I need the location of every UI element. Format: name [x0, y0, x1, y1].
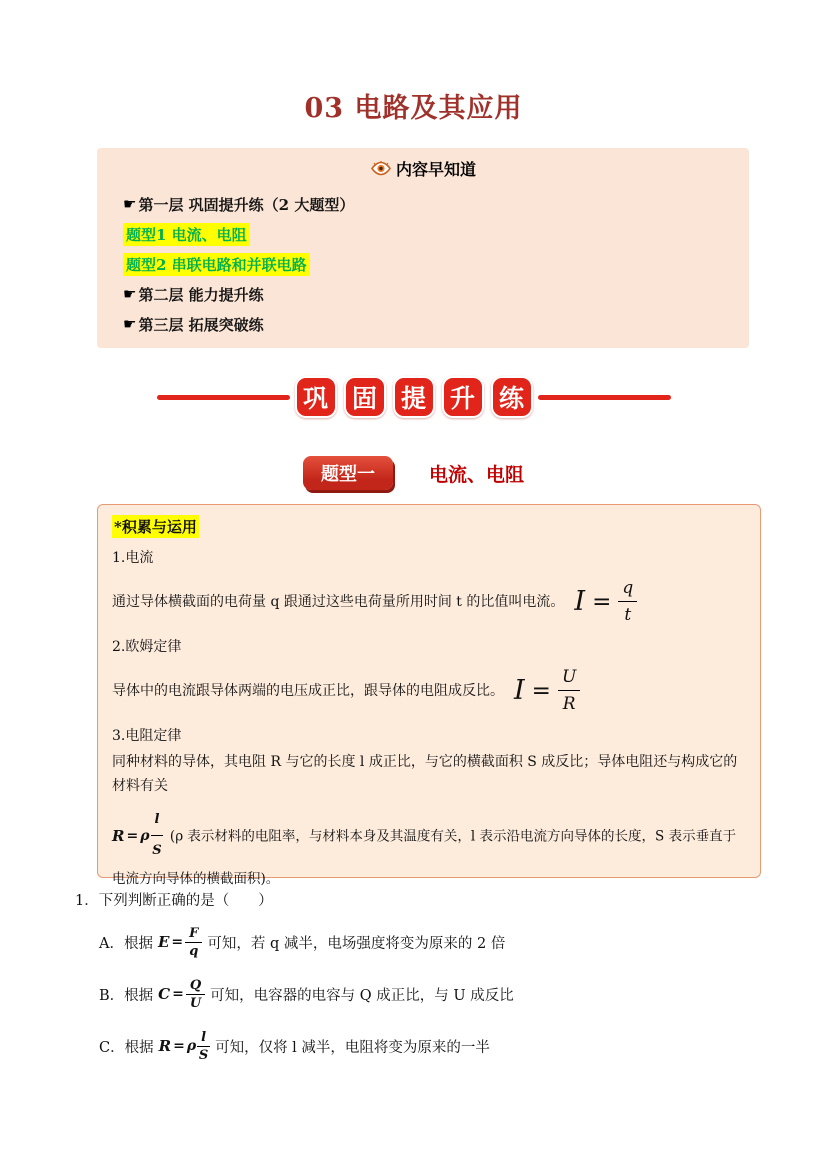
- overview-item-type-1: [97, 219, 749, 249]
- fraction-denominator: q: [189, 943, 199, 959]
- formula-lhs: I: [514, 674, 525, 706]
- knowledge-box: [97, 504, 761, 887]
- banner-character-badge: 提: [393, 376, 435, 418]
- fraction: [558, 665, 580, 716]
- option-prefix: B．根据: [99, 987, 154, 1004]
- banner-character-badge: 巩: [295, 376, 337, 418]
- knowledge-item-2-title: 2.欧姆定律: [112, 639, 182, 655]
- knowledge-box-header: [112, 515, 746, 538]
- fraction-numerator: l: [151, 806, 164, 836]
- option-suffix: 可知，仅将 l 减半，电阻将变为原来的一半: [215, 1039, 490, 1056]
- section-banner: [0, 376, 827, 418]
- formula-equals: =: [173, 1038, 185, 1054]
- formula-rho: ρ: [186, 1038, 197, 1054]
- fraction-denominator: S: [198, 1047, 209, 1063]
- question-1: [75, 888, 780, 1078]
- current-definition-line: [112, 576, 746, 627]
- overview-header: [97, 157, 749, 180]
- option-suffix: 可知，若 q 减半，电场强度将变为原来的 2 倍: [207, 935, 506, 952]
- banner-character-badge: 练: [491, 376, 533, 418]
- formula-lhs: R: [158, 1037, 172, 1055]
- overview-item-text: 第一层 巩固提升练（2 大题型）: [138, 195, 355, 214]
- formula-lhs: C: [158, 985, 171, 1003]
- current-formula: [574, 576, 637, 627]
- fraction: [618, 576, 637, 627]
- ohms-law-formula: [514, 665, 580, 716]
- question-number: 1．: [75, 893, 99, 909]
- resistance-formula-line: [112, 806, 746, 893]
- fraction-denominator: t: [624, 605, 632, 625]
- banner-line-right: [538, 395, 671, 400]
- section-type-badge: 题型一: [303, 456, 393, 490]
- option-b: [75, 974, 780, 1014]
- fraction-denominator: R: [562, 694, 576, 714]
- formula-equals: =: [171, 934, 184, 950]
- option-suffix: 可知，电容器的电容与 Q 成正比，与 U 成反比: [210, 987, 514, 1004]
- knowledge-item-3-title: 3.电阻定律: [112, 728, 182, 744]
- fraction: [151, 806, 164, 865]
- option-a-formula: [158, 926, 202, 959]
- overview-item-text: 第二层 能力提升练: [138, 285, 264, 304]
- overview-item-highlight-text: 题型2 串联电路和并联电路: [123, 253, 310, 276]
- formula-lhs: R: [112, 826, 125, 845]
- pointing-hand-icon: ☛: [123, 195, 137, 213]
- option-prefix: A．根据: [99, 935, 153, 952]
- knowledge-item-1-title: 1.电流: [112, 550, 154, 566]
- formula-rho: ρ: [140, 827, 150, 844]
- pointing-hand-icon: ☛: [123, 315, 137, 333]
- fraction: [186, 978, 205, 1011]
- fraction-numerator: F: [185, 926, 202, 943]
- fraction: [197, 1030, 210, 1063]
- overview-item-layer-3: [97, 309, 749, 339]
- formula-equals: =: [172, 986, 184, 1002]
- fraction-numerator: q: [618, 576, 637, 602]
- fraction-numerator: Q: [186, 978, 205, 995]
- formula-equals: =: [592, 588, 612, 615]
- pointing-hand-icon: ☛: [123, 285, 137, 303]
- question-stem: [75, 888, 780, 914]
- overview-header-text: 内容早知道: [395, 160, 476, 179]
- knowledge-box-header-text: *积累与运用: [112, 515, 199, 538]
- eye-icon: [370, 160, 392, 177]
- option-c: [75, 1026, 780, 1066]
- fraction: [185, 926, 202, 959]
- section-heading: [0, 456, 827, 490]
- formula-equals: =: [126, 827, 139, 844]
- banner-badges: [295, 376, 533, 418]
- question-stem-text: 下列判断正确的是（ ）: [98, 893, 273, 909]
- resistance-law-text: 同种材料的导体，其电阻 R 与它的长度 l 成正比，与它的横截面积 S 成反比；导体电阻还与构成它的材料有关: [112, 754, 738, 794]
- option-c-formula: [159, 1030, 210, 1063]
- fraction-numerator: l: [197, 1030, 210, 1047]
- overview-item-text: 第三层 拓展突破练: [138, 315, 264, 334]
- banner-line-left: [157, 395, 290, 400]
- fraction-denominator: U: [189, 995, 202, 1011]
- overview-item-type-2: [97, 249, 749, 279]
- overview-item-layer-1: [97, 189, 749, 219]
- banner-character-badge: 升: [442, 376, 484, 418]
- fraction-numerator: U: [558, 665, 580, 691]
- formula-lhs: I: [574, 585, 586, 617]
- option-a: [75, 922, 780, 962]
- fraction-denominator: S: [152, 843, 162, 858]
- page-title: 03 电路及其应用: [304, 93, 523, 124]
- current-definition-text: 通过导体横截面的电荷量 q 跟通过这些电荷量所用时间 t 的比值叫电流。: [112, 593, 565, 610]
- section-title: 电流、电阻: [428, 463, 524, 486]
- ohms-law-text: 导体中的电流跟导体两端的电压成正比，跟导体的电阻成反比。: [112, 682, 504, 699]
- option-b-formula: [158, 978, 205, 1011]
- formula-equals: =: [531, 677, 551, 704]
- resistance-formula-note: (ρ 表示材料的电阻率，与材料本身及其温度有关，l 表示沿电流方向导体的长度，S 表示垂直于电流方向导体的横截面积)。: [112, 828, 737, 887]
- ohms-law-line: [112, 665, 746, 716]
- overview-item-highlight-text: 题型1 电流、电阻: [123, 223, 250, 246]
- resistance-formula: [112, 806, 163, 865]
- overview-item-layer-2: [97, 279, 749, 309]
- option-prefix: C．根据: [99, 1039, 154, 1056]
- formula-lhs: E: [157, 933, 170, 951]
- banner-character-badge: 固: [344, 376, 386, 418]
- content-overview-box: [97, 148, 749, 348]
